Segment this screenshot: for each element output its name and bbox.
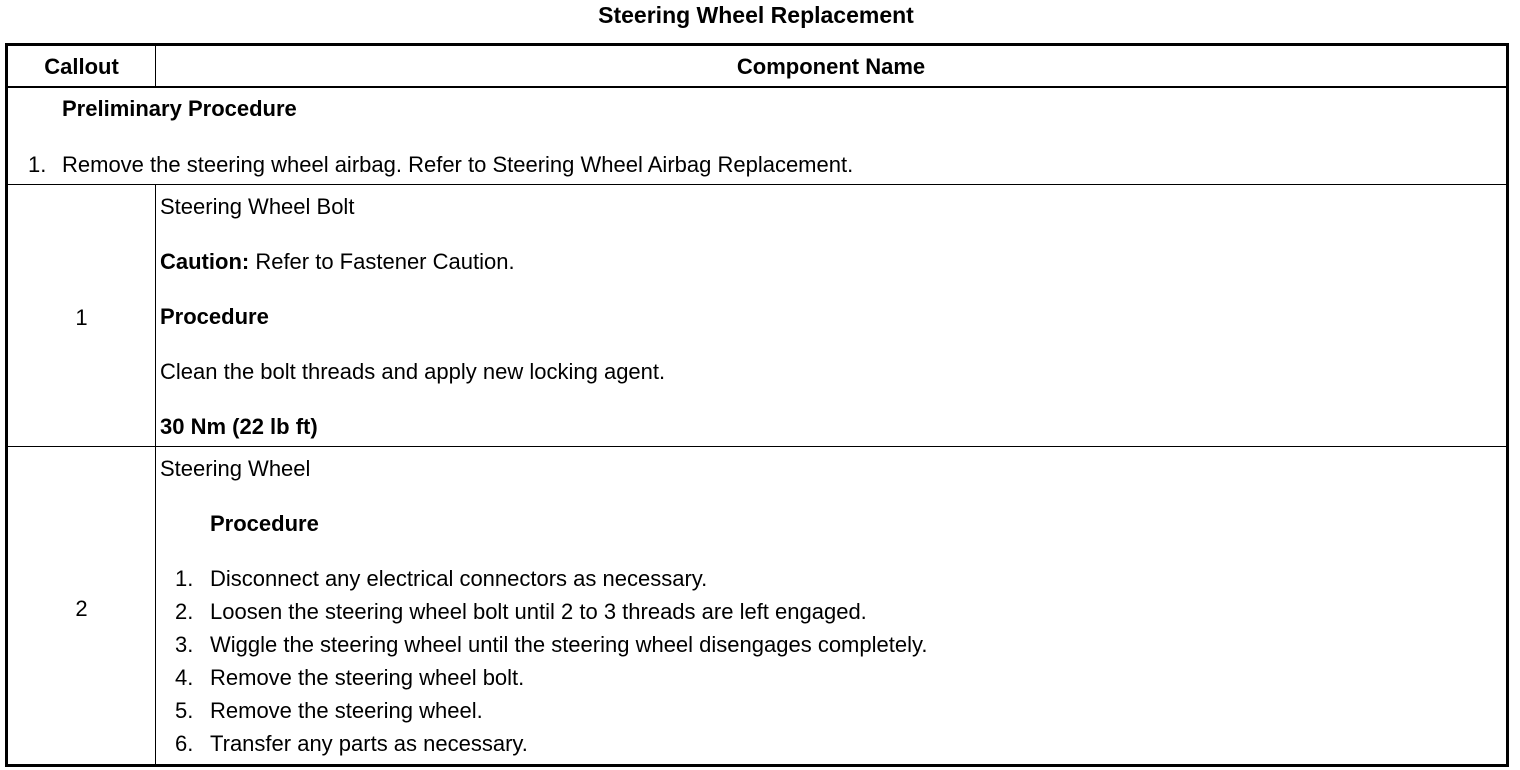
step-text: Transfer any parts as necessary.	[210, 731, 528, 756]
procedure-label: Procedure	[160, 304, 269, 329]
preliminary-step-number: 1.	[28, 152, 47, 177]
procedure-label: Procedure	[210, 511, 319, 536]
preliminary-heading: Preliminary Procedure	[62, 96, 297, 121]
callout-number: 1	[75, 305, 88, 330]
component-name: Steering Wheel Bolt	[160, 194, 355, 219]
caution-label: Caution:	[160, 249, 250, 274]
procedure-table	[5, 43, 1509, 767]
page-title: Steering Wheel Replacement	[598, 2, 914, 28]
row-divider	[8, 184, 1506, 185]
caution-note	[160, 249, 515, 275]
step-text: Remove the steering wheel bolt.	[210, 665, 525, 690]
header-divider	[8, 86, 1506, 88]
step-number: 6.	[175, 731, 194, 756]
row-divider	[8, 446, 1506, 447]
step-text: Loosen the steering wheel bolt until 2 to 3 threads are left engaged.	[210, 599, 867, 624]
step-number: 4.	[175, 665, 194, 690]
header-component-name: Component Name	[736, 54, 926, 79]
step-number: 5.	[175, 698, 194, 723]
header-callout: Callout	[44, 54, 119, 79]
step-number: 2.	[175, 599, 194, 624]
step-text: Disconnect any electrical connectors as necessary.	[210, 566, 708, 591]
callout-number: 2	[75, 596, 88, 621]
preliminary-step-text: Remove the steering wheel airbag. Refer to Steering Wheel Airbag Replacement.	[62, 152, 854, 177]
component-name: Steering Wheel	[160, 456, 311, 481]
step-number: 1.	[175, 566, 194, 591]
step-number: 3.	[175, 632, 194, 657]
step-text: Wiggle the steering wheel until the steering wheel disengages completely.	[210, 632, 928, 657]
step-text: Remove the steering wheel.	[210, 698, 483, 723]
torque-spec: 30 Nm (22 lb ft)	[160, 414, 318, 439]
caution-text: Refer to Fastener Caution.	[249, 249, 515, 274]
procedure-text: Clean the bolt threads and apply new locking agent.	[160, 359, 666, 384]
